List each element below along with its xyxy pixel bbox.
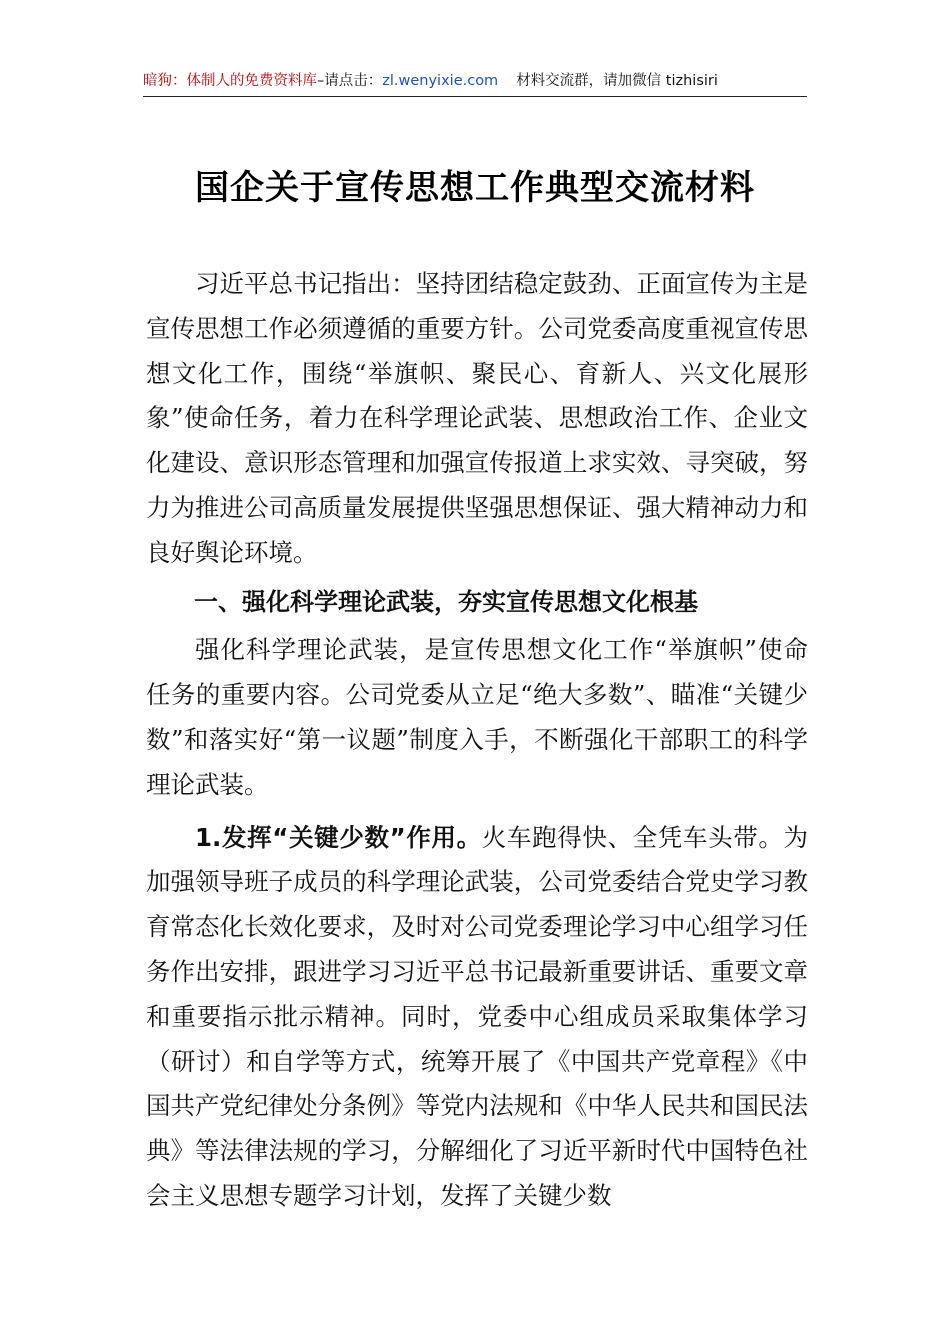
header-url-link[interactable]: zl.wenyixie.com <box>382 73 499 89</box>
header-site-name: 暗狗：体制人的免费资料库 <box>143 73 317 89</box>
page-header <box>143 66 807 97</box>
section-1-paragraph: 强化科学理论武装，是宣传思想文化工作“举旗帜”使命任务的重要内容。公司党委从立足“绝大多数”、瞄准“关键少数”和落实好“第一议题”制度入手，不断强化干部职工的科学理论武装。 <box>146 635 808 799</box>
item-1-body: 火车跑得快、全凭车头带。为加强领导班子成员的科学理论武装，公司党委结合党史学习教育常态化长效化要求，及时对公司党委理论学习中心组学习任务作出安排，跟进学习习近平总书记最新重要讲话、重要文章和重要指示批示精神。同时，党委中心组成员采取集体学习（研讨）和自学等方式，统筹开展了《中国共产党章程》《中国共产党纪律处分条例》等党内法规和《中华人民共和国民法典》等法律法规的学习，分解细化了习近平新时代中国特色社会主义思想专题学习计划，发挥了关键少数 <box>146 822 808 1210</box>
document-body <box>146 262 808 1219</box>
section-1-heading: 一、强化科学理论武装，夯实宣传思想文化根基 <box>194 587 698 616</box>
item-1-paragraph <box>146 816 808 1219</box>
document-title: 国企关于宣传思想工作典型交流材料 <box>195 168 755 208</box>
header-wechat-note: 材料交流群，请加微信 tizhisiri <box>516 73 718 89</box>
intro-paragraph: 习近平总书记指出：坚持团结稳定鼓劲、正面宣传为主是宣传思想工作必须遵循的重要方针。公司党委高度重视宣传思想文化工作，围绕“举旗帜、聚民心、育新人、兴文化展形象”使命任务，着力在科学理论武装、思想政治工作、企业文化建设、意识形态管理和加强宣传报道上求实效、寻突破，努力为推进公司高质量发展提供坚强思想保证、强大精神动力和良好舆论环境。 <box>146 269 808 567</box>
header-click-prompt: –请点击： <box>317 73 383 89</box>
item-1-lead: 1.发挥“关键少数”作用。 <box>195 822 482 852</box>
